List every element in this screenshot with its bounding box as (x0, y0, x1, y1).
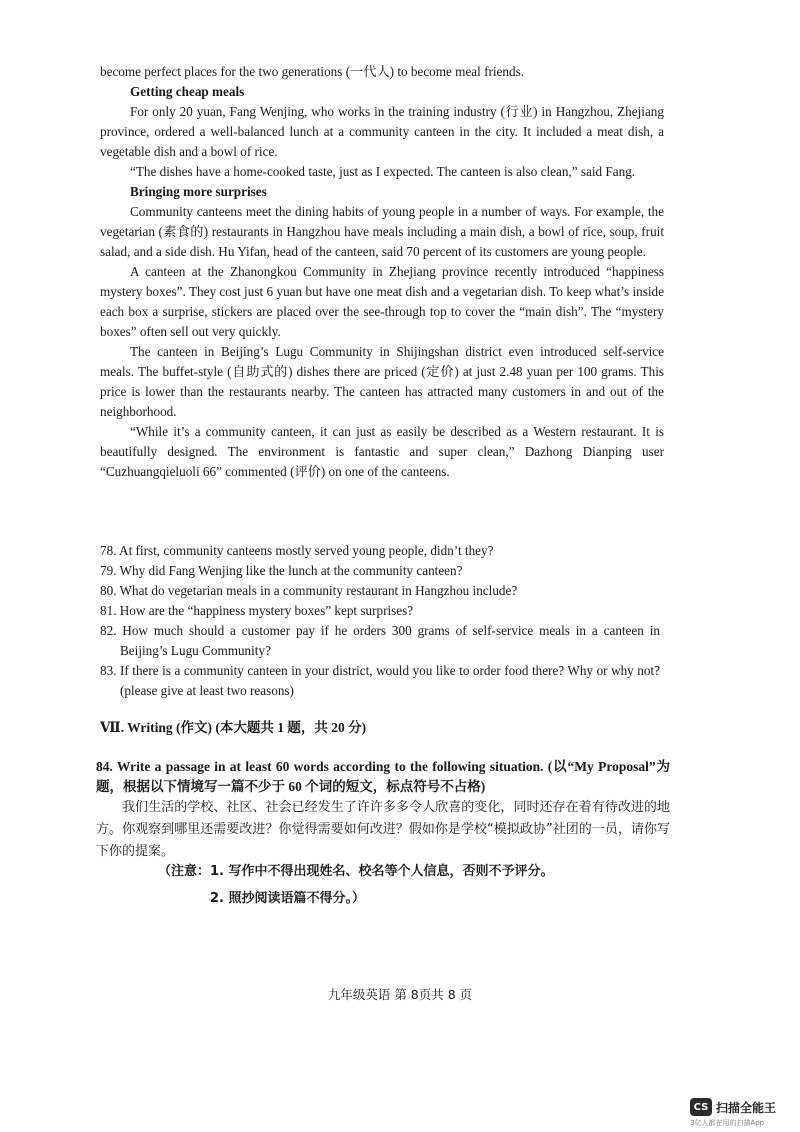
scanner-app-name: 扫描全能王 (716, 1100, 777, 1115)
scanner-slogan: 3亿人都在用的扫描App (690, 1119, 765, 1127)
paragraph-fang-quote: “The dishes have a home-cooked taste, just as I expected. The canteen is also clean,” said Fang. (130, 164, 636, 179)
paragraph-lugu-community: The canteen in Beijing’s Lugu Community in Shijingshan district even introduced self-service meals. The buffet-style (自助式的) dishes there are priced (定价) at just 2.48 yuan per 100 grams. This price is lower than the restaurants nearby. The canteen has attracted many customers in and out of the neighborhood. (100, 344, 664, 419)
page-footer: 九年级英语 第 8页共 8 页 (327, 987, 473, 1002)
writing-task (96, 757, 670, 863)
reading-passage (100, 62, 664, 482)
writing-note-2: 2. 照抄阅读语篇不得分。） (210, 891, 366, 906)
heading-getting-cheap-meals: Getting cheap meals (130, 84, 245, 99)
question-81: 81. How are the “happiness mystery boxes” kept surprises? (100, 603, 414, 618)
paragraph-mystery-boxes: A canteen at the Zhanongkou Community in Zhejiang province recently introduced “happiness mystery boxes”. They cost just 6 yuan but have one meat dish and a vegetarian dish. To keep what’s inside each box a surprise, stickers are placed over the see-through top to cover the “main dish”. The “mystery boxes” often sell out very quickly. (100, 264, 664, 339)
passage-line-0: become perfect places for the two generations (一代人) to become meal friends. (100, 64, 525, 79)
writing-situation: 我们生活的学校、社区、社会已经发生了许许多多令人欣喜的变化，同时还存在着有待改进的地方。你观察到哪里还需要改进？你觉得需要如何改进？假如你是学校“模拟政协”社团的一员，请你写下你的提案。 (96, 800, 670, 859)
scanner-watermark (690, 1098, 776, 1116)
paragraph-fang-wenjing: For only 20 yuan, Fang Wenjing, who works in the training industry (行业) in Hangzhou, Zhejiang province, ordered a well-balanced lunch at a community canteen in the city. It included a meat dish, a vegetable dish and a bowl of rice. (100, 104, 664, 159)
heading-bringing-more-surprises: Bringing more surprises (130, 184, 267, 199)
paragraph-dining-habits: Community canteens meet the dining habits of young people in a number of ways. For example, the vegetarian (素食的) restaurants in Hangzhou have meals including a main dish, a bowl of rice, soup, fruit salad, and a side dish. Hu Yifan, head of the canteen, said 70 percent of its customers are young people. (100, 204, 664, 259)
writing-notes (158, 858, 554, 912)
camscanner-logo-icon: CS (690, 1098, 712, 1116)
writing-note-1: （注意：1. 写作中不得出现姓名、校名等个人信息，否则不予评分。 (158, 864, 554, 879)
question-80: 80. What do vegetarian meals in a community restaurant in Hangzhou include? (100, 583, 518, 598)
question-79: 79. Why did Fang Wenjing like the lunch at the community canteen? (100, 563, 463, 578)
question-list (100, 541, 660, 701)
writing-task-instruction: 84. Write a passage in at least 60 words according to the following situation. (以“My Proposal”为题，根据以下情境写一篇不少于 60 个词的短文，标点符号不占格) (96, 759, 670, 794)
writing-section-title: Ⅶ. Writing (作文) (本大题共 1 题，共 20 分) (100, 720, 367, 735)
question-83: 83. If there is a community canteen in your district, would you like to order food there? Why or why not? (please give at least two reasons) (100, 663, 660, 698)
paragraph-user-comment: “While it’s a community canteen, it can just as easily be described as a Western restaurant. It is beautifully designed. The environment is fantastic and super clean,” Dazhong Dianping user “Cuzhuangqieluoli 66” commented (评价) on one of the canteens. (100, 424, 664, 479)
question-78: 78. At first, community canteens mostly served young people, didn’t they? (100, 543, 494, 558)
question-82: 82. How much should a customer pay if he orders 300 grams of self-service meals in a canteen in Beijing’s Lugu Community? (100, 623, 660, 658)
